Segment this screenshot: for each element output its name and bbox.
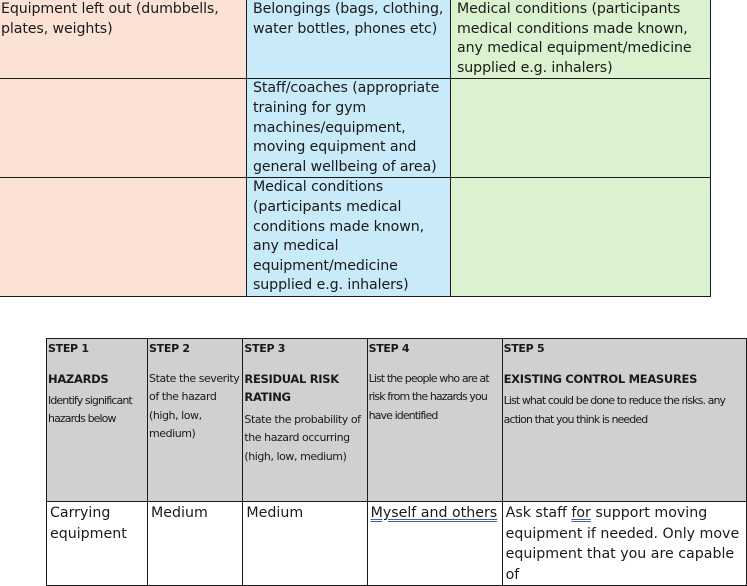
table-cell[interactable] bbox=[451, 79, 711, 178]
table-cell-staff-coaches[interactable] bbox=[247, 79, 451, 178]
hazard-text: Carrying equipment bbox=[50, 505, 127, 542]
table-cell-belongings[interactable] bbox=[247, 0, 451, 79]
control-measures-text: Ask staff bbox=[505, 505, 572, 521]
table-cell-medical-conditions[interactable] bbox=[451, 0, 711, 79]
table-row bbox=[0, 79, 711, 178]
cell-text: Belongings (bags, clothing, water bottles, phones etc) bbox=[253, 1, 444, 37]
step-3-header[interactable] bbox=[243, 339, 367, 502]
table-cell[interactable] bbox=[451, 178, 711, 297]
table-cell-medical-conditions-2[interactable] bbox=[247, 178, 451, 297]
people-at-risk-cell[interactable] bbox=[367, 502, 502, 586]
cell-text: Staff/coaches (appropriate training for gym machines/equipment, moving equipment and general wellbeing of area) bbox=[253, 80, 440, 175]
table-row bbox=[0, 0, 711, 79]
hazard-cell[interactable] bbox=[47, 502, 148, 586]
step-description: State the probability of the hazard occurring (high, low, medium) bbox=[244, 412, 361, 463]
table-cell[interactable] bbox=[0, 178, 247, 297]
step-label: STEP 4 bbox=[368, 342, 410, 355]
step-description: List what could be done to reduce the risks. any action that you think is needed bbox=[503, 394, 726, 426]
grammar-flag-word[interactable]: for bbox=[571, 505, 591, 521]
step-1-header[interactable] bbox=[47, 339, 148, 502]
risk-assessment-table bbox=[46, 338, 747, 586]
cell-text: Medical conditions (participants medical conditions made known, any medical equipment/medicine supplied e.g. inhalers) bbox=[457, 1, 692, 76]
severity-cell[interactable] bbox=[148, 502, 243, 586]
table-row bbox=[0, 178, 711, 297]
severity-text: Medium bbox=[151, 505, 208, 521]
step-label: STEP 1 bbox=[48, 342, 89, 355]
step-label: STEP 3 bbox=[244, 342, 286, 355]
step-heading: HAZARDS bbox=[48, 371, 109, 386]
cell-text: Medical conditions (participants medical conditions made known, any medical equipment/medicine supplied e.g. inhalers) bbox=[253, 179, 425, 294]
step-4-header[interactable] bbox=[367, 339, 502, 502]
people-at-risk-text[interactable]: Myself and others bbox=[370, 505, 498, 521]
step-2-header[interactable] bbox=[148, 339, 243, 502]
step-heading: EXISTING CONTROL MEASURES bbox=[503, 371, 698, 386]
step-5-header[interactable] bbox=[502, 339, 746, 502]
control-measures-cell[interactable] bbox=[502, 502, 746, 586]
step-heading: RESIDUAL RISK RATING bbox=[244, 371, 339, 404]
table-cell-equipment-left-out[interactable] bbox=[0, 0, 247, 79]
probability-text: Medium bbox=[246, 505, 304, 521]
probability-cell[interactable] bbox=[243, 502, 367, 586]
step-label: STEP 2 bbox=[149, 342, 190, 355]
hazard-categories-table bbox=[0, 0, 711, 297]
step-label: STEP 5 bbox=[503, 342, 545, 355]
header-row bbox=[47, 339, 747, 502]
table-cell[interactable] bbox=[0, 79, 247, 178]
cell-text: Equipment left out (dumbbells, plates, weights) bbox=[1, 1, 219, 37]
step-description: State the severity of the hazard (high, low, medium) bbox=[149, 371, 240, 440]
table-row bbox=[47, 502, 747, 586]
step-description: List the people who are at risk from the hazards you have identified bbox=[368, 371, 489, 422]
step-description: Identify significant hazards below bbox=[48, 394, 132, 425]
control-measures-text-cont: support moving equipment if needed. Only move equipment that you are capable of bbox=[505, 505, 740, 583]
